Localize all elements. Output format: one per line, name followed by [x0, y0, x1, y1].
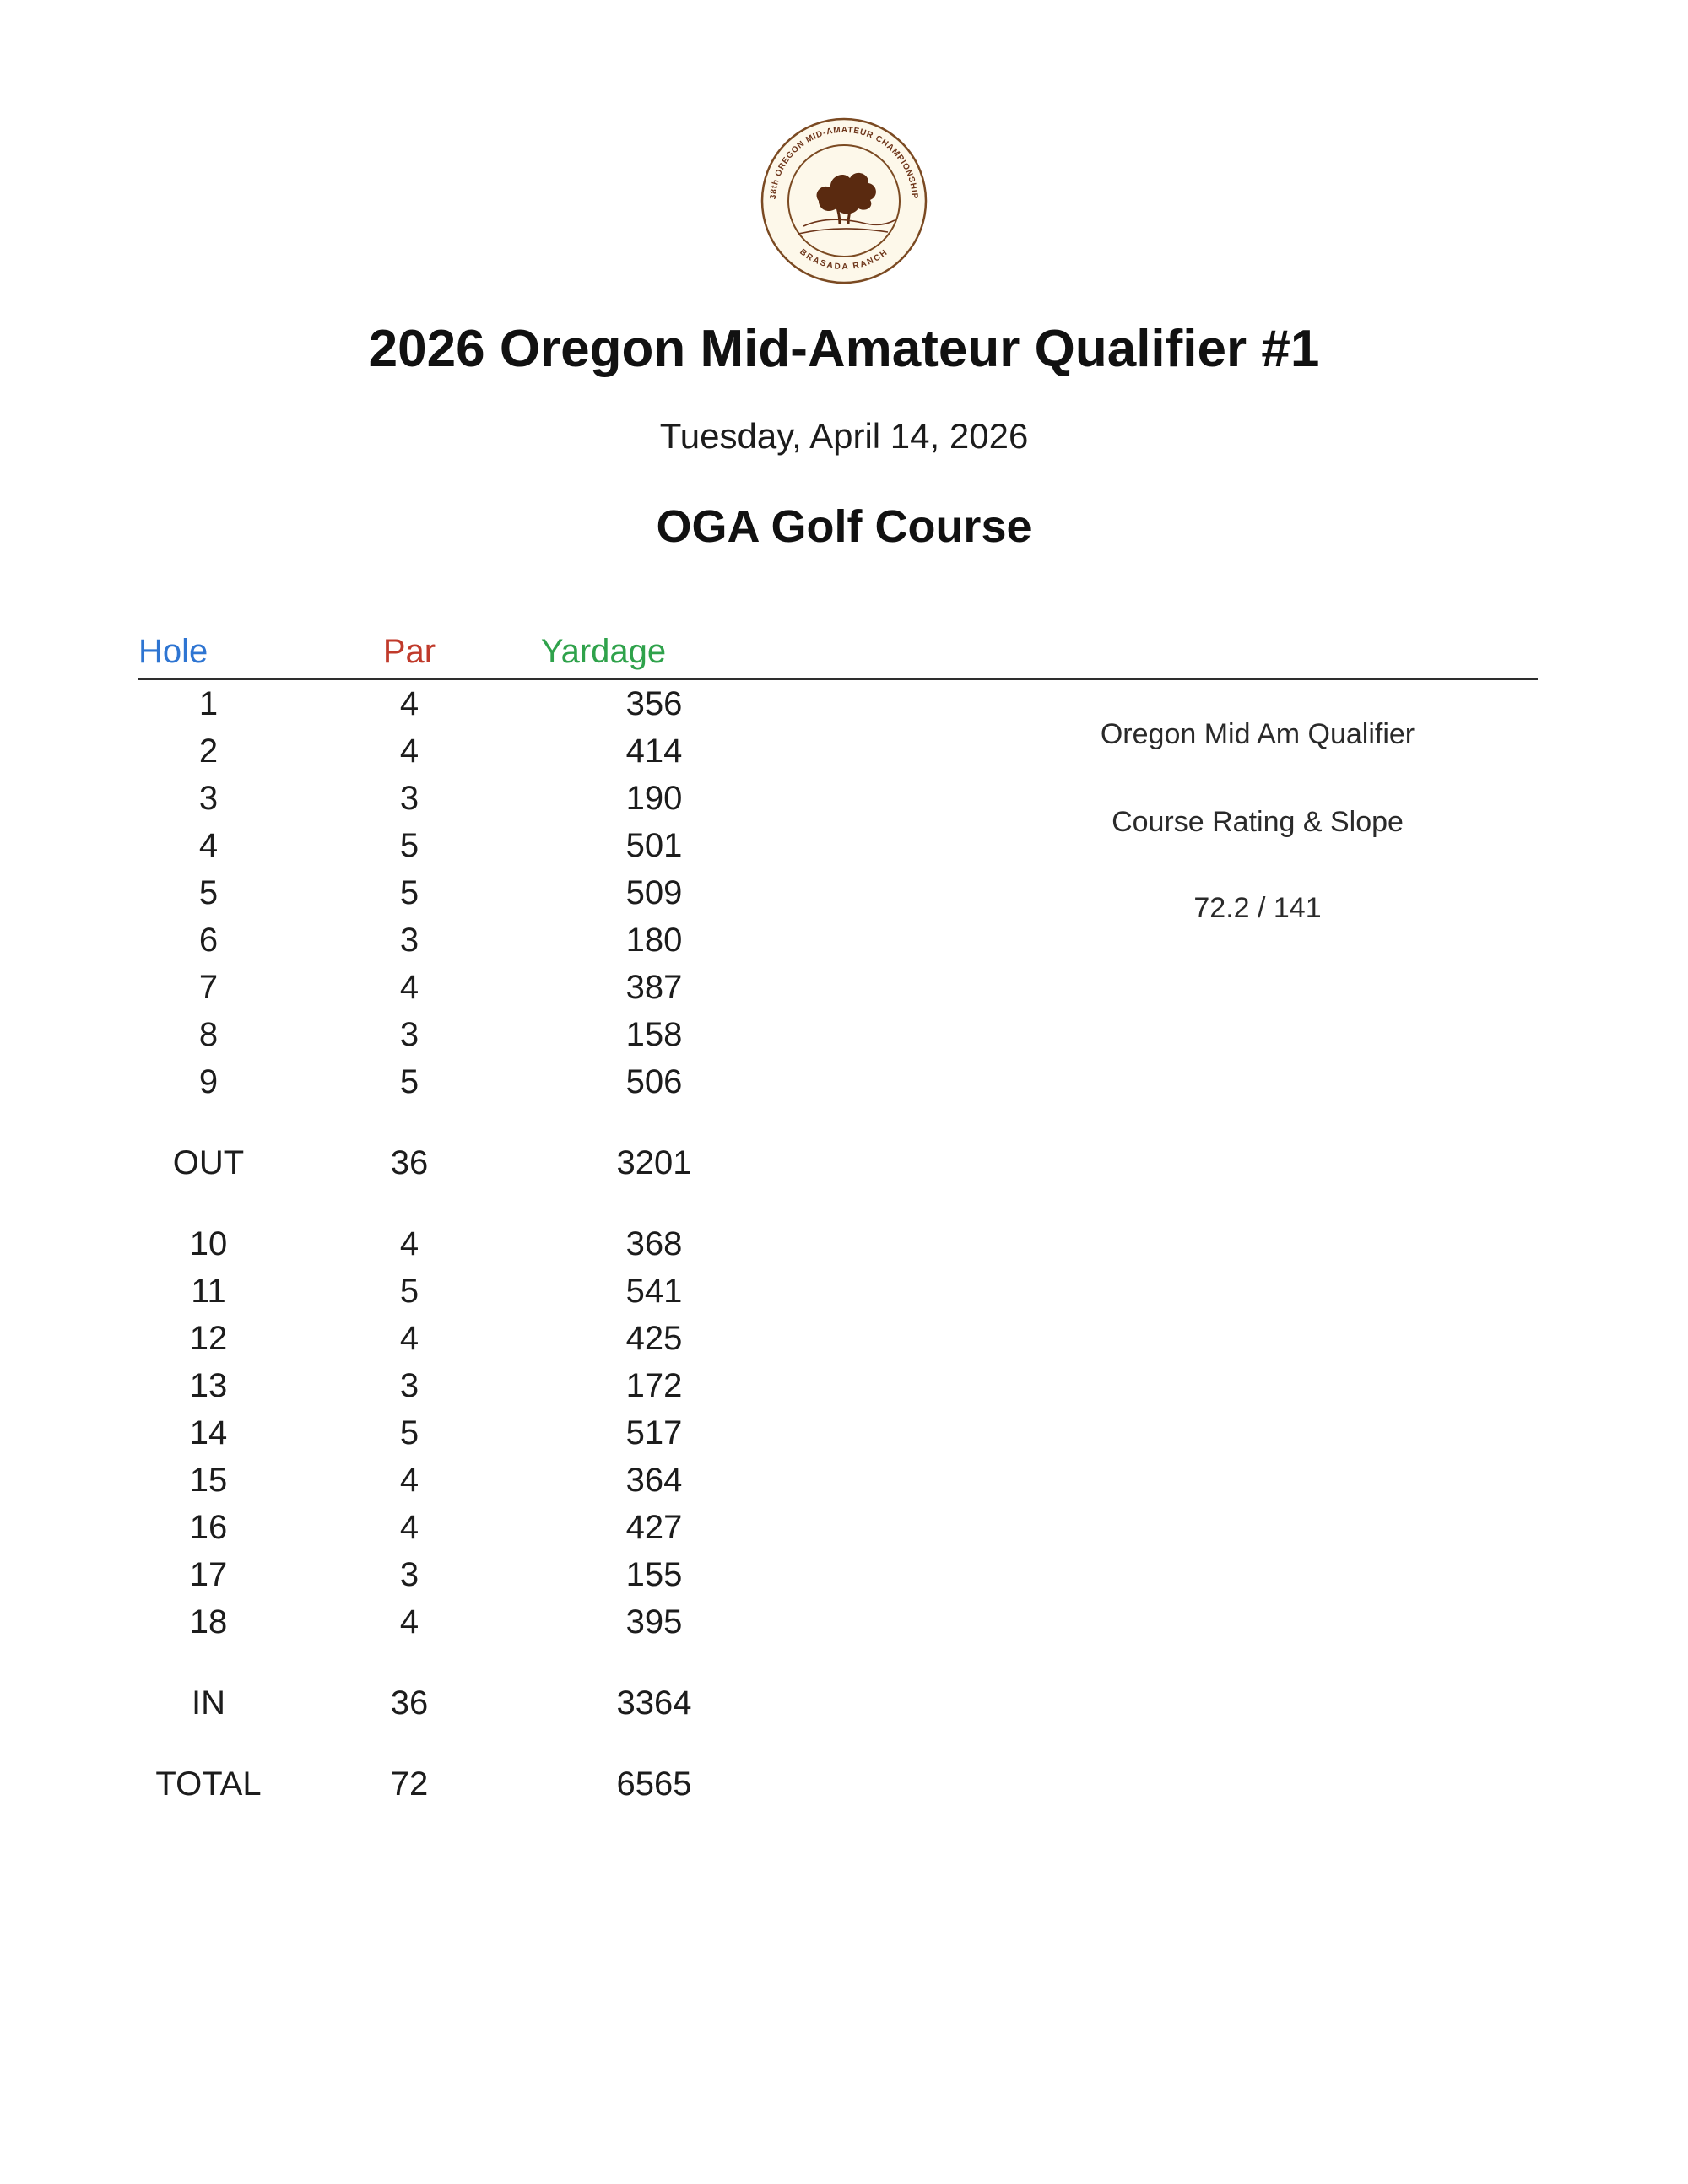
par-cell: 4 [399, 733, 419, 770]
par-cell: 4 [399, 685, 419, 722]
scorecard-row [138, 1504, 1538, 1551]
par-cell: 36 [390, 1144, 429, 1181]
par-cell: 4 [399, 1509, 419, 1546]
hole-cell: 1 [198, 685, 219, 722]
col-header-hole: Hole [138, 633, 208, 670]
event-date: Tuesday, April 14, 2026 [659, 416, 1029, 456]
yardage-cell: 6565 [616, 1765, 692, 1803]
scorecard-row [138, 964, 1538, 1011]
par-cell: 4 [399, 1225, 419, 1262]
hole-cell: 18 [189, 1603, 228, 1641]
hole-cell: 10 [189, 1225, 228, 1262]
par-cell: 3 [399, 1367, 419, 1404]
par-cell: 4 [399, 1603, 419, 1641]
yardage-cell: 356 [625, 685, 683, 722]
scorecard-row [138, 1457, 1538, 1504]
hole-cell: 11 [191, 1273, 226, 1310]
hole-cell: 12 [189, 1320, 228, 1357]
rating-slope-label: Course Rating & Slope [1112, 806, 1404, 838]
scorecard-row [138, 1598, 1538, 1646]
hole-cell: 2 [198, 733, 219, 770]
yardage-cell: 414 [625, 733, 683, 770]
par-cell: 4 [399, 969, 419, 1006]
yardage-cell: 541 [625, 1273, 683, 1310]
hole-cell: 3 [198, 780, 219, 817]
scorecard-row [138, 1139, 1538, 1187]
scorecard-row [138, 1268, 1538, 1315]
yardage-cell: 368 [625, 1225, 683, 1262]
scorecard-row [138, 1409, 1538, 1457]
hole-cell: OUT [172, 1144, 245, 1181]
yardage-cell: 3364 [616, 1684, 692, 1722]
par-cell: 5 [399, 1063, 419, 1100]
yardage-cell: 395 [625, 1603, 683, 1641]
seal-bottom-text: BRASADA RANCH [798, 247, 890, 273]
scorecard-row [138, 1760, 1538, 1808]
yardage-cell: 364 [625, 1462, 683, 1499]
par-cell: 4 [399, 1462, 419, 1499]
yardage-cell: 3201 [616, 1144, 692, 1181]
yardage-cell: 172 [625, 1367, 683, 1404]
col-header-par: Par [382, 633, 436, 670]
seal-top-text: 38th OREGON MID-AMATEUR CHAMPIONSHIP [768, 125, 920, 200]
par-cell: 4 [399, 1320, 419, 1357]
hole-cell: 15 [189, 1462, 228, 1499]
yardage-cell: 387 [625, 969, 683, 1006]
par-cell: 5 [399, 1273, 419, 1310]
hole-cell: 14 [189, 1414, 228, 1451]
hole-cell: IN [192, 1684, 225, 1722]
hole-cell: 4 [198, 827, 219, 864]
scorecard-row [138, 1220, 1538, 1268]
hole-cell: 6 [198, 922, 219, 959]
yardage-cell: 155 [625, 1556, 683, 1593]
yardage-cell: 425 [625, 1320, 683, 1357]
col-header-yardage: Yardage [540, 633, 667, 670]
hole-cell: 17 [189, 1556, 228, 1593]
hole-cell: 13 [189, 1367, 228, 1404]
yardage-cell: 190 [625, 780, 683, 817]
hole-cell: 16 [189, 1509, 228, 1546]
table-header-row [138, 630, 1538, 671]
scorecard-row [138, 1679, 1538, 1727]
hole-cell: 8 [198, 1016, 219, 1053]
par-cell: 5 [399, 1414, 419, 1451]
yardage-cell: 509 [625, 874, 683, 911]
par-cell: 36 [390, 1684, 429, 1722]
par-cell: 5 [399, 874, 419, 911]
hole-cell: 9 [198, 1063, 219, 1100]
yardage-cell: 501 [625, 827, 683, 864]
event-label: Oregon Mid Am Qualifier [1100, 718, 1415, 750]
scorecard-row [138, 1362, 1538, 1409]
logo-container [0, 0, 1688, 285]
scorecard-row [138, 1011, 1538, 1058]
par-cell: 5 [399, 827, 419, 864]
par-cell: 72 [390, 1765, 429, 1803]
yardage-cell: 427 [625, 1509, 683, 1546]
par-cell: 3 [399, 780, 419, 817]
scorecard-row [138, 1315, 1538, 1362]
scorecard-row [138, 1551, 1538, 1598]
par-cell: 3 [399, 922, 419, 959]
page-title: 2026 Oregon Mid-Amateur Qualifier #1 [368, 320, 1320, 378]
rating-slope-value: 72.2 / 141 [1193, 892, 1322, 924]
hole-cell: 7 [198, 969, 219, 1006]
yardage-cell: 506 [625, 1063, 683, 1100]
course-name: OGA Golf Course [656, 501, 1032, 552]
par-cell: 3 [399, 1016, 419, 1053]
hole-cell: 5 [198, 874, 219, 911]
yardage-cell: 158 [625, 1016, 683, 1053]
scorecard-row [138, 1058, 1538, 1106]
par-cell: 3 [399, 1556, 419, 1593]
hole-cell: TOTAL [155, 1765, 262, 1803]
yardage-cell: 180 [625, 922, 683, 959]
info-panel [1047, 717, 1469, 925]
yardage-cell: 517 [625, 1414, 683, 1451]
tournament-seal-logo [760, 116, 928, 285]
